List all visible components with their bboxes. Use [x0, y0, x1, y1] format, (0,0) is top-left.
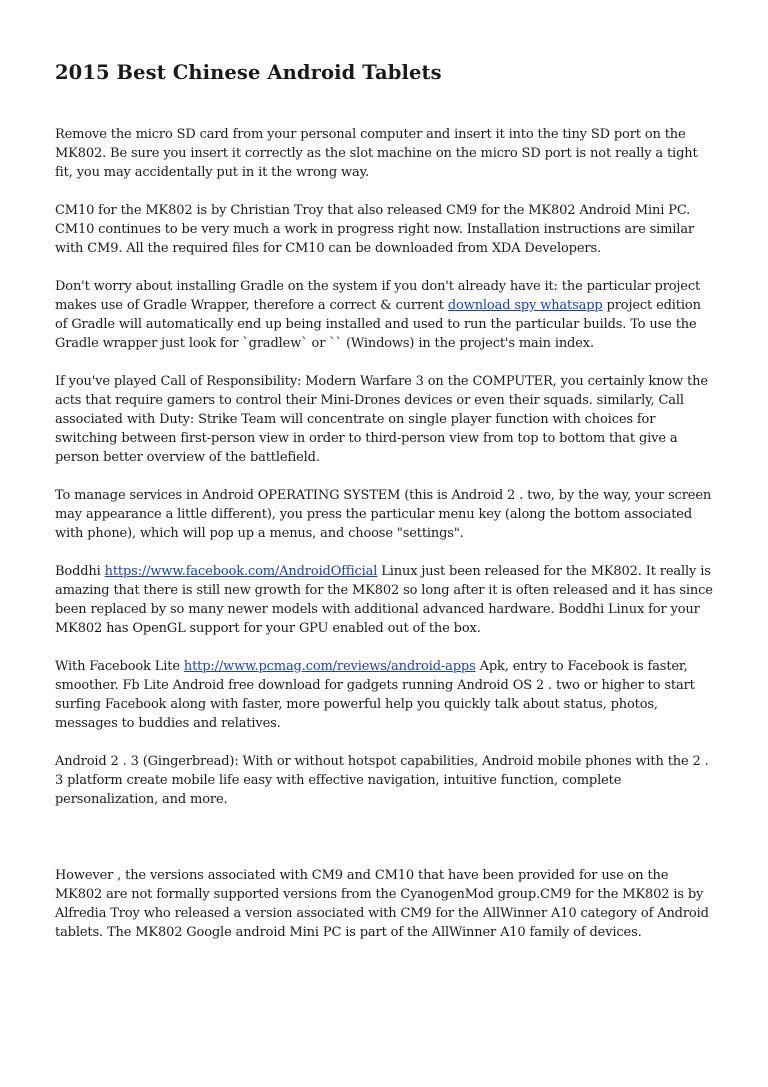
- paragraph-text: project edition of Gradle will automatically end up being installed and used to run the particular builds. To use the Gradle wrapper just look for `gradlew` or `` (Windows) in the project's main index.: [55, 298, 701, 351]
- page-title: 2015 Best Chinese Android Tablets: [55, 61, 442, 84]
- pcmag-android-apps-link[interactable]: http://www.pcmag.com/reviews/android-apps: [183, 659, 476, 674]
- paragraph-text: Linux just been released for the MK802. It really is amazing that there is still new growth for the MK802 so long after it is often released and it has since been replaced by so many newer models with additional advanced hardware. Boddhi Linux for your MK802 has OpenGL support for your GPU enabled out of the box.: [55, 564, 713, 636]
- paragraph-gingerbread: Android 2 . 3 (Gingerbread): With or without hotspot capabilities, Android mobile phones with the 2 . 3 platform create mobile life easy with effective navigation, intuitive function, complete personalization, and more.: [55, 754, 709, 807]
- paragraph-text: Apk, entry to Facebook is faster, smoother. Fb Lite Android free download for gadgets running Android OS 2 . two or higher to start surfing Facebook along with faster, more powerful help you quickly talk about status, photos, messages to buddies and relatives.: [55, 659, 695, 731]
- paragraph-text: With Facebook Lite: [55, 659, 184, 674]
- paragraph-cyanogenmod: However , the versions associated with CM9 and CM10 that have been provided for use on the MK802 are not formally supported versions from the CyanogenMod group.CM9 for the MK802 is by Alfredia Troy who released a version associated with CM9 for the AllWinner A10 category of Android tablets. The MK802 Google android Mini PC is part of the AllWinner A10 family of devices.: [55, 868, 709, 940]
- paragraph-android-services: To manage services in Android OPERATING SYSTEM (this is Android 2 . two, by the way, your screen may appearance a little different), you press the particular menu key (along the bottom associated with phone), which will pop up a menus, and choose "settings".: [55, 488, 712, 541]
- paragraph-text: Don't worry about installing Gradle on the system if you don't already have it: the particular project makes use of Gradle Wrapper, therefore a correct & current: [55, 279, 701, 313]
- blank-spacer: [55, 828, 715, 847]
- paragraph-facebook-lite: [55, 657, 715, 733]
- paragraph-text: Boddhi: [55, 564, 105, 579]
- paragraph-boddhi: [55, 562, 715, 638]
- paragraph-gradle: [55, 277, 715, 353]
- facebook-android-link[interactable]: https://www.facebook.com/AndroidOfficial: [104, 564, 378, 579]
- paragraph-cm10: CM10 for the MK802 is by Christian Troy that also released CM9 for the MK802 Android Mini PC. CM10 continues to be very much a work in progress right now. Installation instructions are similar with CM9. All the required files for CM10 can be downloaded from XDA Developers.: [55, 203, 694, 256]
- paragraph-call-of-duty: If you've played Call of Responsibility: Modern Warfare 3 on the COMPUTER, you certainly know the acts that require gamers to control their Mini-Drones devices or even their squads. similarly, Call associated with Duty: Strike Team will concentrate on single player function with choices for switching between first-person view in order to third-person view from top to bottom that give a person better overview of the battlefield.: [55, 374, 708, 465]
- download-spy-whatsapp-link[interactable]: download spy whatsapp: [447, 298, 603, 313]
- paragraph-sd-card: Remove the micro SD card from your personal computer and insert it into the tiny SD port on the MK802. Be sure you insert it correctly as the slot machine on the micro SD port is not really a tight fit, you may accidentally put in it the wrong way.: [55, 127, 698, 180]
- document-page: [55, 58, 715, 961]
